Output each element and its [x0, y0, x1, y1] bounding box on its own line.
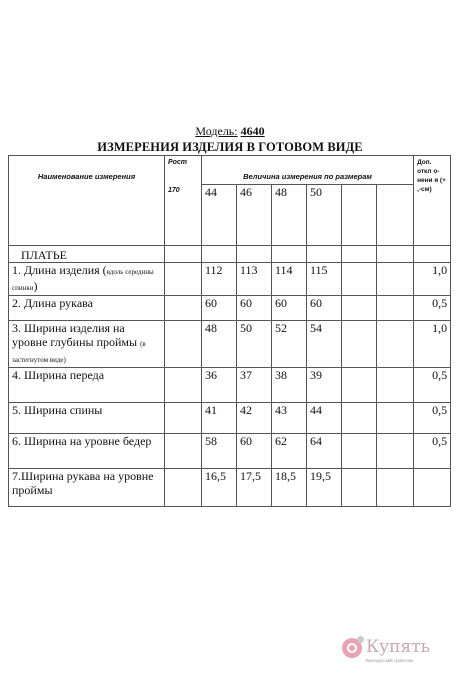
value-cell: 18,5 [272, 469, 307, 507]
row-label-cell [9, 296, 165, 321]
model-number: 4640 [240, 124, 265, 138]
value-cell: 44 [307, 403, 342, 434]
value-cell [377, 434, 414, 469]
table-cell [237, 246, 272, 263]
value-cell: 17,5 [237, 469, 272, 507]
table-cell [165, 263, 202, 296]
table-cell [165, 246, 202, 263]
header-name-cell: Наименование измерения [9, 156, 165, 246]
value-cell: 38 [272, 368, 307, 403]
size-header [377, 185, 414, 246]
value-cell: 60 [307, 296, 342, 321]
value-cell: 52 [272, 321, 307, 368]
value-cell: 42 [237, 403, 272, 434]
value-cell [342, 434, 377, 469]
header-measure-cell: Величина измерения по размерам [202, 156, 414, 185]
table-cell [165, 403, 202, 434]
header-rost-cell [165, 156, 202, 246]
model-label: Модель: [195, 124, 238, 138]
brand-name: Купять [366, 637, 430, 657]
header-tolerance-cell: Доп. откл о- нени я (+ ,-см) [414, 156, 451, 246]
value-cell: 114 [272, 263, 307, 296]
value-cell: 60 [202, 296, 237, 321]
table-cell [165, 321, 202, 368]
row-label-end: ) [33, 279, 38, 293]
table-row [9, 263, 451, 296]
value-cell: 64 [307, 434, 342, 469]
logo-dot-icon [357, 636, 364, 643]
size-header: 44 [202, 185, 237, 246]
table-cell [414, 246, 451, 263]
table-cell [377, 246, 414, 263]
tolerance-cell: 0,5 [414, 368, 451, 403]
row-label: 2. Длина рукава [12, 296, 93, 310]
document-title: ИЗМЕРЕНИЯ ИЗДЕЛИЯ В ГОТОВОМ ВИДЕ [97, 140, 363, 154]
value-cell: 43 [272, 403, 307, 434]
value-cell [342, 321, 377, 368]
row-label: 6. Ширина на уровне бедер [12, 434, 152, 448]
row-label: 5. Ширина спины [12, 403, 103, 417]
table-row [9, 469, 451, 507]
rost-value: 170 [168, 187, 180, 194]
tolerance-cell [414, 469, 451, 507]
table-cell [165, 296, 202, 321]
tolerance-cell: 0,5 [414, 296, 451, 321]
value-cell [377, 403, 414, 434]
row-label-cell [9, 321, 165, 368]
value-cell: 113 [237, 263, 272, 296]
model-line [0, 124, 460, 139]
brand-logo [342, 636, 452, 666]
table-row [9, 368, 451, 403]
tolerance-cell: 1,0 [414, 263, 451, 296]
table-cell [272, 246, 307, 263]
value-cell [377, 368, 414, 403]
value-cell: 16,5 [202, 469, 237, 507]
brand-tagline: Белорусский трикотаж [366, 658, 413, 663]
size-header: 48 [272, 185, 307, 246]
value-cell [342, 403, 377, 434]
value-cell: 41 [202, 403, 237, 434]
table-row [9, 434, 451, 469]
header-row-1 [9, 156, 451, 185]
row-label-cell [9, 403, 165, 434]
table-cell [165, 368, 202, 403]
table-cell [342, 246, 377, 263]
table-cell [202, 246, 237, 263]
table-row [9, 296, 451, 321]
table-cell [307, 246, 342, 263]
measurements-table [8, 155, 451, 507]
value-cell [342, 296, 377, 321]
value-cell: 62 [272, 434, 307, 469]
value-cell: 60 [272, 296, 307, 321]
value-cell: 36 [202, 368, 237, 403]
value-cell: 50 [237, 321, 272, 368]
row-label-cell [9, 434, 165, 469]
tolerance-cell: 0,5 [414, 434, 451, 469]
row-label: 3. Ширина изделия на уровне глубины проймы [12, 321, 138, 349]
value-cell: 60 [237, 434, 272, 469]
value-cell [342, 469, 377, 507]
value-cell [377, 469, 414, 507]
value-cell [342, 368, 377, 403]
table-row [9, 321, 451, 368]
rost-label: Рост [168, 159, 187, 166]
value-cell [377, 296, 414, 321]
table-cell [165, 434, 202, 469]
row-label-cell [9, 368, 165, 403]
row-label: 4. Ширина переда [12, 368, 105, 382]
row-label: 1. Длина изделия ( [12, 263, 107, 277]
value-cell: 115 [307, 263, 342, 296]
value-cell: 58 [202, 434, 237, 469]
row-label-cell [9, 469, 165, 507]
row-note: (в застегнутом виде) [12, 340, 146, 364]
table-cell [165, 469, 202, 507]
value-cell: 54 [307, 321, 342, 368]
value-cell [342, 263, 377, 296]
value-cell: 48 [202, 321, 237, 368]
value-cell: 19,5 [307, 469, 342, 507]
tolerance-cell: 1,0 [414, 321, 451, 368]
value-cell [377, 321, 414, 368]
row-label-cell [9, 263, 165, 296]
value-cell: 37 [237, 368, 272, 403]
size-header: 50 [307, 185, 342, 246]
section-label: ПЛАТЬЕ [21, 248, 67, 262]
row-label: 7.Ширина рукава на уровне проймы [12, 469, 154, 497]
value-cell: 60 [237, 296, 272, 321]
value-cell: 112 [202, 263, 237, 296]
value-cell [377, 263, 414, 296]
section-row [9, 246, 451, 263]
section-title [9, 246, 165, 263]
size-header: 46 [237, 185, 272, 246]
tolerance-cell: 0,5 [414, 403, 451, 434]
value-cell: 39 [307, 368, 342, 403]
table-row [9, 403, 451, 434]
size-header [342, 185, 377, 246]
row-note: вдоль середины спинки [12, 268, 154, 292]
